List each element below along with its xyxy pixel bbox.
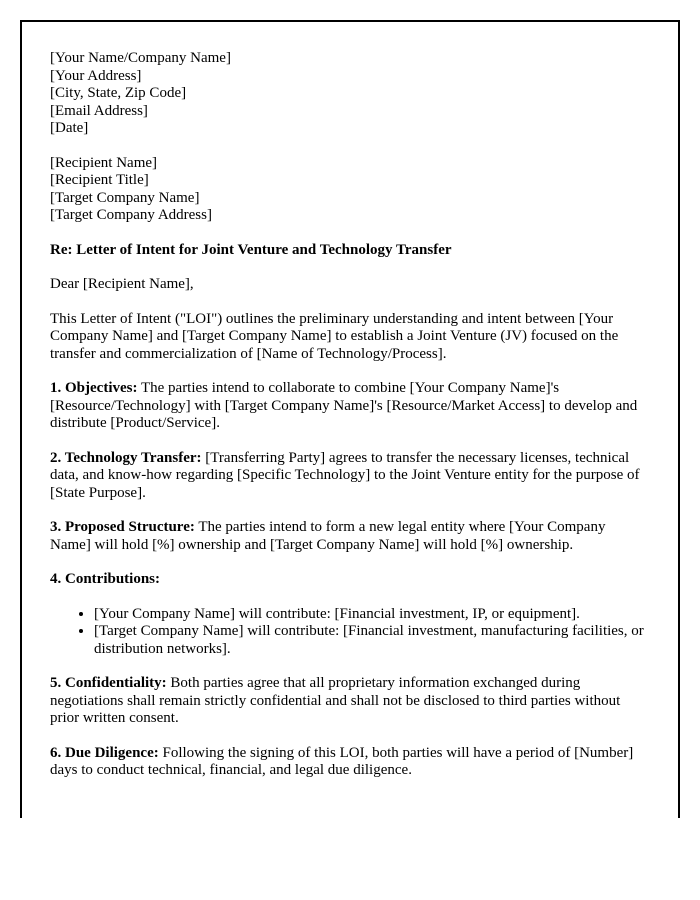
section-due-diligence [50, 745, 650, 780]
section-confidentiality-label: 5. Confidentiality: [50, 675, 167, 691]
section-contributions-label: 4. Contributions: [50, 571, 161, 587]
sender-date-line: [Date] [50, 120, 89, 136]
recipient-company-line: [Target Company Name] [50, 189, 200, 206]
subject-line: Re: Letter of Intent for Joint Venture and Technology Transfer [50, 241, 452, 258]
sender-address-block [50, 50, 650, 138]
sender-address-line: [Your Address] [50, 67, 142, 84]
sender-city-line: [City, State, Zip Code] [50, 85, 187, 101]
section-confidentiality [50, 675, 650, 728]
section-technology-transfer-label: 2. Technology Transfer: [50, 449, 202, 466]
salutation: Dear [Recipient Name], [50, 276, 194, 292]
list-item: • [Target Company Name] will contribute: [Financial investment, manufacturing facilities, or distribution networks]. [94, 623, 650, 658]
intro-paragraph: This Letter of Intent ("LOI") outlines the preliminary understanding and intent between [Your Company Name] and [Target Company Name] to establish a Joint Venture (JV) focused on the transfer and commercialization of [Name of Technology/Process]. [50, 310, 619, 362]
sender-name-line: [Your Name/Company Name] [50, 50, 231, 66]
section-technology-transfer-text: [Transferring Party] agrees to transfer the necessary licenses, technical data, and know-how regarding [Specific Technology] to the Joint Venture entity for the purpose of [State Purpose]. [50, 449, 640, 501]
section-proposed-structure [50, 519, 650, 554]
recipient-address-block [50, 155, 650, 225]
contributions-list [50, 606, 650, 659]
section-due-diligence-text: Following the signing of this LOI, both parties will have a period of [Number] days to conduct technical, financial, and legal due diligence. [50, 744, 634, 778]
section-technology-transfer [50, 450, 650, 503]
section-due-diligence-label: 6. Due Diligence: [50, 744, 159, 761]
recipient-name-line: [Recipient Name] [50, 154, 158, 171]
section-objectives-text: The parties intend to collaborate to combine [Your Company Name]'s [Resource/Technology] with [Target Company Name]'s [Resource/Market Access] to develop and distribute [Product/Service]. [50, 380, 638, 431]
section-confidentiality-text: Both parties agree that all proprietary information exchanged during negotiations shall remain strictly confidential and shall not be disclosed to third parties without prior written consent. [50, 675, 621, 726]
section-contributions-heading [50, 571, 650, 589]
section-proposed-structure-text: The parties intend to form a new legal entity where [Your Company Name] will hold [%] ownership and [Target Company Name] will hold [%] ownership. [50, 519, 606, 553]
recipient-title-line: [Recipient Title] [50, 172, 149, 188]
sender-email-line: [Email Address] [50, 102, 148, 119]
list-item: • [Your Company Name] will contribute: [Financial investment, IP, or equipment]. [94, 606, 650, 624]
section-proposed-structure-label: 3. Proposed Structure: [50, 519, 195, 535]
section-objectives [50, 380, 650, 433]
recipient-company-address-line: [Target Company Address] [50, 207, 212, 223]
letter-document [20, 20, 680, 818]
section-objectives-label: 1. Objectives: [50, 380, 138, 396]
